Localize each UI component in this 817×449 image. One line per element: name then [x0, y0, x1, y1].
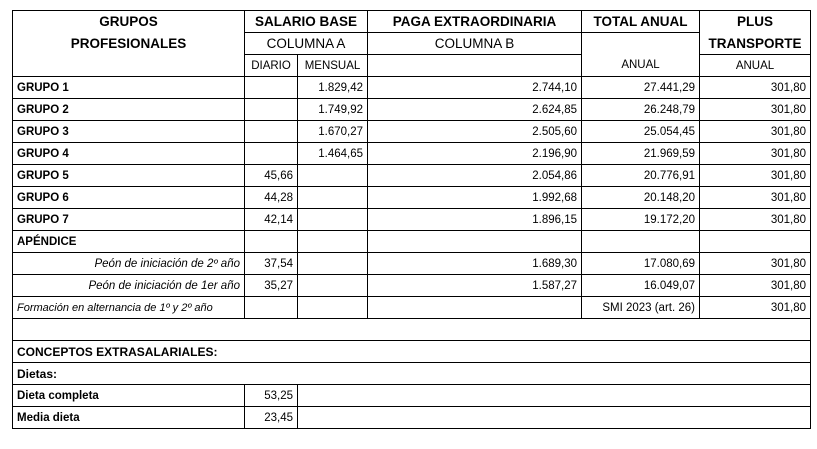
group-name: GRUPO 6: [13, 187, 245, 209]
mensual-value: [298, 253, 368, 275]
blank-cell: [298, 231, 368, 253]
extra-item-value: 53,25: [245, 385, 298, 407]
diario-value: 35,27: [245, 275, 298, 297]
plus-value: 301,80: [700, 99, 811, 121]
total-value: 27.441,29: [582, 77, 700, 99]
total-value: 26.248,79: [582, 99, 700, 121]
header-grupos-line1: GRUPOS: [13, 11, 245, 33]
table-row: [13, 275, 811, 297]
header-mensual: MENSUAL: [298, 55, 368, 77]
mensual-value: [298, 209, 368, 231]
header-row-2: [13, 33, 811, 55]
total-value: 25.054,45: [582, 121, 700, 143]
blank-cell: [298, 297, 368, 319]
header-plus-line1: PLUS: [700, 11, 811, 33]
total-value: 20.776,91: [582, 165, 700, 187]
paga-value: 1.896,15: [368, 209, 582, 231]
header-columna-a: COLUMNA A: [245, 33, 368, 55]
table-row: [13, 121, 811, 143]
header-grupos-line2: PROFESIONALES: [13, 33, 245, 55]
table-row: [13, 253, 811, 275]
header-plus-line2: TRANSPORTE: [700, 33, 811, 55]
header-row-1: [13, 11, 811, 33]
formacion-plus: 301,80: [700, 297, 811, 319]
table-row: [13, 143, 811, 165]
total-value: 21.969,59: [582, 143, 700, 165]
group-name: GRUPO 3: [13, 121, 245, 143]
extra-item-value: 23,45: [245, 407, 298, 429]
diario-value: 42,14: [245, 209, 298, 231]
appendix-row-name: Peón de iniciación de 1er año: [13, 275, 245, 297]
spacer-row: [13, 319, 811, 341]
plus-value: 301,80: [700, 253, 811, 275]
paga-value: 2.505,60: [368, 121, 582, 143]
table-row: [13, 165, 811, 187]
group-name: GRUPO 1: [13, 77, 245, 99]
plus-value: 301,80: [700, 143, 811, 165]
paga-value: 2.624,85: [368, 99, 582, 121]
header-columna-b: COLUMNA B: [368, 33, 582, 55]
group-name: GRUPO 5: [13, 165, 245, 187]
plus-value: 301,80: [700, 165, 811, 187]
paga-value: 2.054,86: [368, 165, 582, 187]
formacion-name: Formación en alternancia de 1º y 2º año: [13, 297, 245, 319]
paga-value: 1.992,68: [368, 187, 582, 209]
header-grupos-blank: [13, 55, 245, 77]
header-salario-base: SALARIO BASE: [245, 11, 368, 33]
table-row: [13, 297, 811, 319]
table-row: [13, 99, 811, 121]
total-value: 19.172,20: [582, 209, 700, 231]
diario-value: [245, 143, 298, 165]
extras-title-row: [13, 341, 811, 363]
table-row: [13, 407, 811, 429]
appendix-row-name: Peón de iniciación de 2º año: [13, 253, 245, 275]
diario-value: 37,54: [245, 253, 298, 275]
mensual-value: 1.464,65: [298, 143, 368, 165]
blank-cell: [245, 231, 298, 253]
header-paga-blank: [368, 55, 582, 77]
diario-value: [245, 121, 298, 143]
blank-cell: [245, 297, 298, 319]
paga-value: 1.587,27: [368, 275, 582, 297]
group-name: GRUPO 4: [13, 143, 245, 165]
group-name: GRUPO 7: [13, 209, 245, 231]
dietas-label: Dietas:: [13, 363, 811, 385]
paga-value: 2.744,10: [368, 77, 582, 99]
plus-value: 301,80: [700, 77, 811, 99]
blank-cell: [298, 385, 811, 407]
paga-value: 1.689,30: [368, 253, 582, 275]
extras-title: CONCEPTOS EXTRASALARIALES:: [13, 341, 811, 363]
blank-cell: [700, 231, 811, 253]
total-value: 20.148,20: [582, 187, 700, 209]
formacion-total: SMI 2023 (art. 26): [582, 297, 700, 319]
plus-value: 301,80: [700, 209, 811, 231]
mensual-value: 1.670,27: [298, 121, 368, 143]
blank-cell: [298, 407, 811, 429]
header-total-sub: ANUAL: [582, 55, 700, 77]
header-diario: DIARIO: [245, 55, 298, 77]
diario-value: [245, 99, 298, 121]
header-paga-extraordinaria: PAGA EXTRAORDINARIA: [368, 11, 582, 33]
table-row: [13, 77, 811, 99]
extra-item-name: Media dieta: [13, 407, 245, 429]
appendix-title-row: [13, 231, 811, 253]
plus-value: 301,80: [700, 121, 811, 143]
salary-table: [12, 10, 811, 429]
header-total-blank: [582, 33, 700, 55]
total-value: 16.049,07: [582, 275, 700, 297]
diario-value: [245, 77, 298, 99]
appendix-title: APÉNDICE: [13, 231, 245, 253]
group-name: GRUPO 2: [13, 99, 245, 121]
mensual-value: [298, 275, 368, 297]
mensual-value: [298, 165, 368, 187]
mensual-value: 1.829,42: [298, 77, 368, 99]
blank-cell: [582, 231, 700, 253]
extra-item-name: Dieta completa: [13, 385, 245, 407]
mensual-value: [298, 187, 368, 209]
header-total-anual: TOTAL ANUAL: [582, 11, 700, 33]
paga-value: 2.196,90: [368, 143, 582, 165]
plus-value: 301,80: [700, 187, 811, 209]
mensual-value: 1.749,92: [298, 99, 368, 121]
dietas-row: [13, 363, 811, 385]
plus-value: 301,80: [700, 275, 811, 297]
table-row: [13, 385, 811, 407]
diario-value: 45,66: [245, 165, 298, 187]
blank-cell: [368, 297, 582, 319]
table-row: [13, 209, 811, 231]
table-row: [13, 187, 811, 209]
spacer-cell: [13, 319, 811, 341]
diario-value: 44,28: [245, 187, 298, 209]
header-plus-sub: ANUAL: [700, 55, 811, 77]
total-value: 17.080,69: [582, 253, 700, 275]
header-row-3: [13, 55, 811, 77]
blank-cell: [368, 231, 582, 253]
